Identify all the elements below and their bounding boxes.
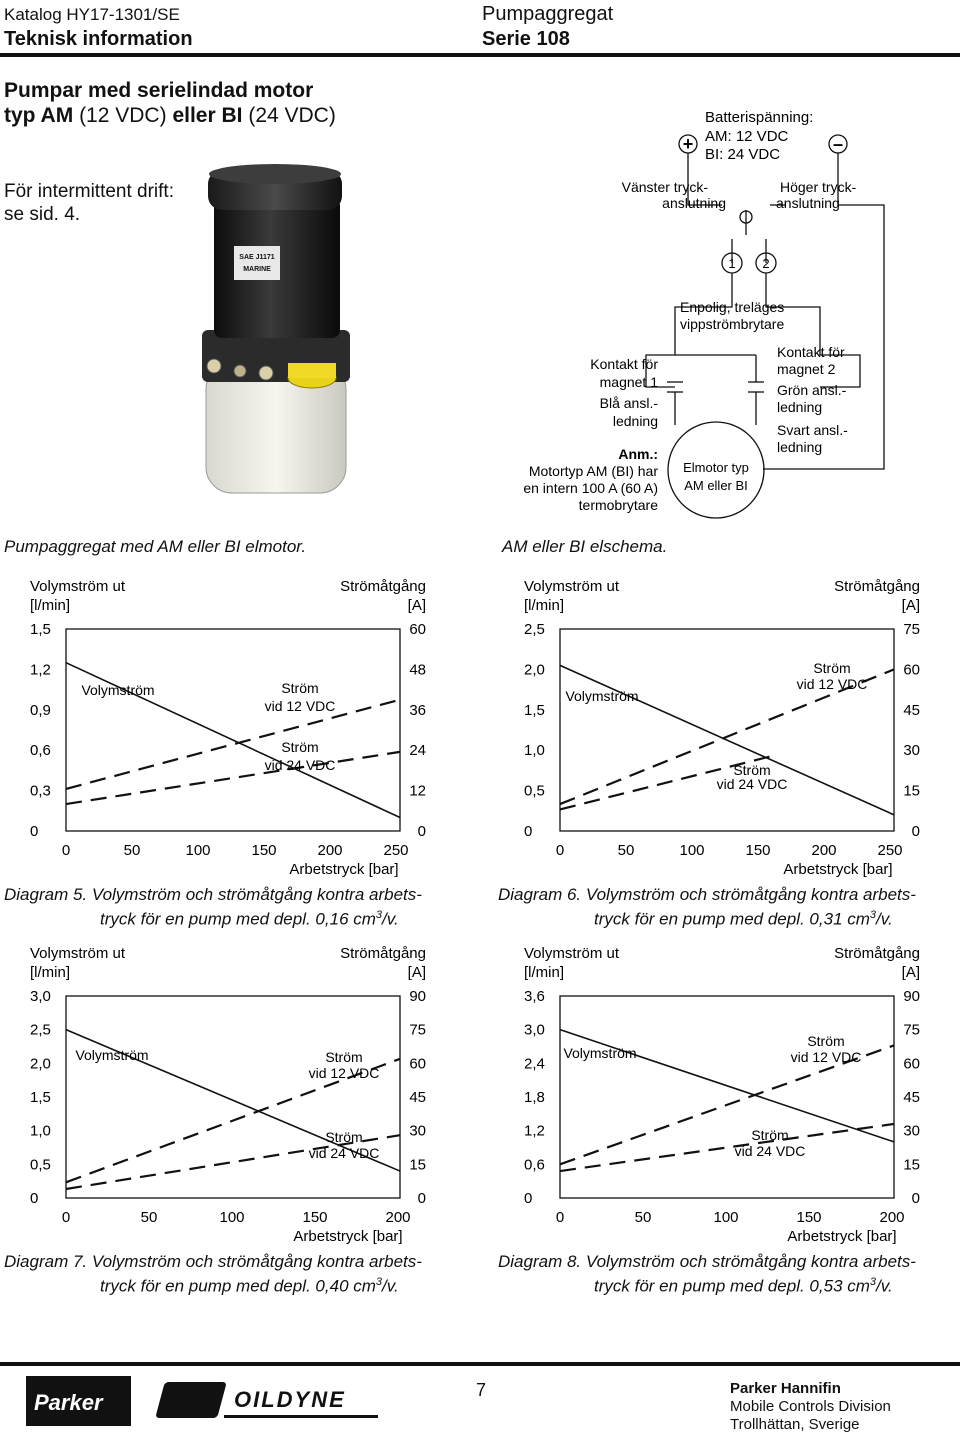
marine-label-line2: MARINE [243,266,271,273]
y-left-tick: 0,5 [30,1156,51,1174]
intro-motor-am: typ AM [4,104,74,127]
battery-am: AM: 12 VDC [705,128,789,145]
parker-logo [26,1376,131,1426]
magnet2-line4: ledning [777,399,823,415]
magnet2-line5: Svart ansl.- [777,422,848,438]
x-tick: 150 [796,1209,822,1226]
series-label-24v: Ström [733,762,771,778]
x-tick: 200 [317,842,343,859]
y-right-tick: 0 [417,1190,426,1207]
y-left-tick: 1,2 [30,661,51,679]
x-tick: 200 [879,1209,905,1226]
series-label-24v: Ström [751,1127,789,1143]
y-right-unit: [A] [901,964,920,981]
x-tick: 0 [61,842,71,859]
x-tick: 50 [123,842,141,859]
x-tick: 100 [679,842,705,859]
y-right-tick: 30 [903,1122,920,1140]
y-left-tick: 1,5 [524,701,545,719]
intro-note [4,180,174,226]
y-right-tick: 45 [903,1089,920,1106]
intro-note-line1: För intermittent drift: [4,181,174,202]
pump-unit-photo [180,158,360,518]
y-right-tick: 0 [911,823,920,840]
x-axis-label: Arbetstryck [bar] [289,861,399,878]
y-left-tick: 2,0 [524,661,545,679]
y-left-tick: 2,0 [30,1055,51,1073]
photo-caption: Pumpaggregat med AM eller BI elmotor. [4,537,307,556]
x-tick: 150 [302,1209,328,1226]
y-right-tick: 60 [409,1055,426,1073]
y-right-tick: 60 [409,621,426,638]
y-right-tick: 15 [409,1156,426,1174]
y-left-unit: [l/min] [30,597,71,614]
series-label-24v: vid 24 VDC [264,757,336,773]
left-port-line2: anslutning [662,195,726,211]
y-right-tick: 12 [409,782,426,800]
x-tick: 200 [385,1209,411,1226]
y-left-title: Volymström ut [524,578,620,595]
y-right-tick: 30 [409,1122,426,1140]
switch-contact-2-label: 2 [762,256,770,271]
y-right-tick: 60 [903,661,920,679]
series-line-2 [66,700,400,789]
y-right-tick: 24 [409,742,426,760]
y-right-unit: [A] [407,964,426,981]
magnet2-line1: Kontakt för [777,344,845,360]
intro-note-line2: se sid. 4. [4,204,81,225]
y-left-unit: [l/min] [524,597,565,614]
magnet1-line1: Kontakt för [590,356,658,372]
y-left-tick: 0 [524,823,533,840]
y-left-tick: 1,5 [30,1089,51,1106]
chart-caption-line1: Diagram 8. Volymström och strömåtgång kontra arbets- [498,1252,916,1271]
wiring-schema [480,95,960,525]
y-right-title: Strömåtgång [340,578,426,595]
y-right-tick: 0 [911,1190,920,1207]
series-label-12v: vid 12 VDC [264,698,336,714]
x-tick: 100 [185,842,211,859]
battery-title: Batterispänning: [705,109,814,126]
x-tick: 50 [140,1209,158,1226]
note-line2: en intern 100 A (60 A) [523,480,658,496]
series-label-24v: vid 24 VDC [734,1143,806,1159]
company-division: Mobile Controls Division [730,1398,891,1415]
x-tick: 0 [61,1209,71,1226]
company-city: Trollhättan, Sverige [730,1416,860,1433]
motor-label-line1: Elmotor typ [683,460,749,475]
company-block [730,1380,891,1434]
right-port-line2: anslutning [776,195,840,211]
y-right-tick: 90 [409,988,426,1005]
series-label-24v: Ström [325,1129,363,1145]
magnet2-line6: ledning [777,439,823,455]
y-right-tick: 60 [903,1055,920,1073]
chart-caption [4,885,422,930]
y-left-tick: 2,4 [524,1055,545,1073]
series-label-12v: Ström [281,680,319,696]
series-label-24v: vid 24 VDC [716,776,788,792]
chart-caption-line1: Diagram 6. Volymström och strömåtgång kontra arbets- [498,885,916,904]
marine-label-line1: SAE J1171 [239,254,275,261]
series-label-flow: Volymström [81,682,155,698]
y-right-tick: 0 [417,823,426,840]
plot-frame [66,629,400,831]
y-left-tick: 2,5 [30,1021,51,1039]
section-title: Teknisk information [4,28,193,50]
y-right-tick: 15 [903,782,920,800]
header-rule [0,53,960,57]
chart-caption-line2: tryck för en pump med depl. 0,16 $cm^3/v$. [100,909,399,929]
oildyne-logo [160,1382,378,1418]
y-right-tick: 45 [903,701,920,719]
intro-volt-bi: (24 VDC) [248,104,336,127]
y-right-tick: 75 [409,1021,426,1039]
motor-cap-top [209,164,341,184]
motor-label-line2: AM eller BI [684,478,748,493]
series-label-12v: vid 12 VDC [308,1065,380,1081]
y-left-tick: 1,5 [30,621,51,638]
plot-frame [66,996,400,1198]
port-fitting-left [207,359,221,373]
y-right-tick: 30 [903,742,920,760]
battery-minus-sign: – [832,134,844,154]
oildyne-logo-text: OILDYNE [234,1387,346,1412]
right-port-line1: Höger tryck- [780,179,857,195]
magnet2-line2: magnet 2 [777,361,836,377]
oildyne-logo-mark [155,1382,227,1418]
y-left-tick: 3,0 [524,1021,545,1039]
magnet2-line3: Grön ansl.- [777,382,847,398]
note-label: Anm.: [618,446,658,462]
series-label-12v: Ström [813,660,851,676]
x-tick: 100 [219,1209,245,1226]
y-left-tick: 0 [30,1190,39,1207]
intro-title-line2 [4,103,336,128]
y-left-title: Volymström ut [30,945,126,962]
chart-caption [498,1252,916,1297]
catalog-number: Katalog HY17-1301/SE [4,5,180,24]
switch-contact-1-label: 1 [728,256,736,271]
y-left-tick: 1,0 [524,742,545,760]
y-left-title: Volymström ut [524,945,620,962]
x-axis-label: Arbetstryck [bar] [293,1228,403,1245]
battery-bi: BI: 24 VDC [705,146,781,163]
chart-caption-line2: tryck för en pump med depl. 0,53 $cm^3/v$. [594,1276,893,1296]
y-right-tick: 90 [903,988,920,1005]
series-line-3 [66,752,400,804]
series-label-flow: Volymström [563,1045,637,1061]
note-line3: termobrytare [578,497,658,513]
x-tick: 250 [877,842,903,859]
x-axis-label: Arbetstryck [bar] [787,1228,897,1245]
page-number: 7 [476,1380,487,1400]
y-left-tick: 1,0 [30,1122,51,1140]
y-left-title: Volymström ut [30,578,126,595]
magnet1-line3: Blå ansl.- [599,395,658,411]
note-line1: Motortyp AM (BI) har [528,463,658,479]
y-right-title: Strömåtgång [340,945,426,962]
x-tick: 0 [555,1209,565,1226]
y-left-tick: 0 [524,1190,533,1207]
series-label-24v: vid 24 VDC [308,1145,380,1161]
series-label-flow: Volymström [565,688,639,704]
chart-caption [4,1252,422,1297]
intro-title [4,78,336,128]
y-left-tick: 3,6 [524,988,545,1005]
intro-title-line1: Pumpar med serielindad motor [4,79,314,102]
y-left-tick: 1,2 [524,1122,545,1140]
series-label-12v: vid 12 VDC [796,676,868,692]
y-right-tick: 15 [903,1156,920,1174]
y-right-title: Strömåtgång [834,578,920,595]
series-title: Serie 108 [482,28,570,50]
x-tick: 250 [383,842,409,859]
chart-caption-line2: tryck för en pump med depl. 0,40 $cm^3/v$. [100,1276,399,1296]
chart-caption-line1: Diagram 5. Volymström och strömåtgång kontra arbets- [4,885,422,904]
series-label-24v: Ström [281,739,319,755]
y-right-unit: [A] [901,597,920,614]
y-left-tick: 2,5 [524,621,545,638]
x-tick: 50 [617,842,635,859]
footer-rule [0,1362,960,1366]
x-tick: 100 [713,1209,739,1226]
series-label-12v: Ström [325,1049,363,1065]
y-left-tick: 0,6 [524,1156,545,1174]
y-right-unit: [A] [407,597,426,614]
y-right-tick: 36 [409,701,426,719]
chart-caption-line2: tryck för en pump med depl. 0,31 $cm^3/v$. [594,909,893,929]
chart-caption [498,885,916,930]
y-right-tick: 75 [903,621,920,638]
intro-motor-bi: eller BI [172,104,243,127]
filler-cap-body [288,363,336,378]
parker-logo-text: Parker [34,1390,103,1415]
port-fitting-center [234,365,246,377]
company-name: Parker Hannifin [730,1380,841,1397]
series-label-12v: vid 12 VDC [790,1049,862,1065]
battery-plus-sign: + [682,134,694,154]
switch-label-line1: Enpolig, treläges [680,299,785,315]
chart-caption-line1: Diagram 7. Volymström och strömåtgång kontra arbets- [4,1252,422,1271]
magnet1-line2: magnet 1 [599,374,658,390]
x-tick: 150 [745,842,771,859]
y-left-unit: [l/min] [524,964,565,981]
y-left-tick: 0,6 [30,742,51,760]
y-right-tick: 48 [409,661,426,679]
y-right-tick: 45 [409,1089,426,1106]
x-tick: 150 [251,842,277,859]
y-left-unit: [l/min] [30,964,71,981]
magnet1-line4: ledning [612,413,658,429]
y-left-tick: 3,0 [30,988,51,1005]
intro-volt-am: (12 VDC) [79,104,167,127]
product-title: Pumpaggregat [482,3,614,25]
y-right-title: Strömåtgång [834,945,920,962]
y-left-tick: 1,8 [524,1089,545,1106]
oildyne-underline [224,1415,378,1418]
schema-caption: AM eller BI elschema. [502,537,668,556]
x-tick: 50 [634,1209,652,1226]
y-left-tick: 0 [30,823,39,840]
y-right-tick: 75 [903,1021,920,1039]
left-port-line1: Vänster tryck- [621,179,708,195]
y-left-tick: 0,5 [524,782,545,800]
switch-label-line2: vippströmbrytare [680,316,785,332]
series-label-12v: Ström [807,1033,845,1049]
port-fitting-right [259,366,273,380]
x-axis-label: Arbetstryck [bar] [783,861,893,878]
x-tick: 0 [555,842,565,859]
x-tick: 200 [811,842,837,859]
marine-label [234,246,280,280]
y-left-tick: 0,3 [30,782,51,800]
plot-frame [560,996,894,1198]
y-left-tick: 0,9 [30,701,51,719]
series-label-flow: Volymström [75,1047,149,1063]
